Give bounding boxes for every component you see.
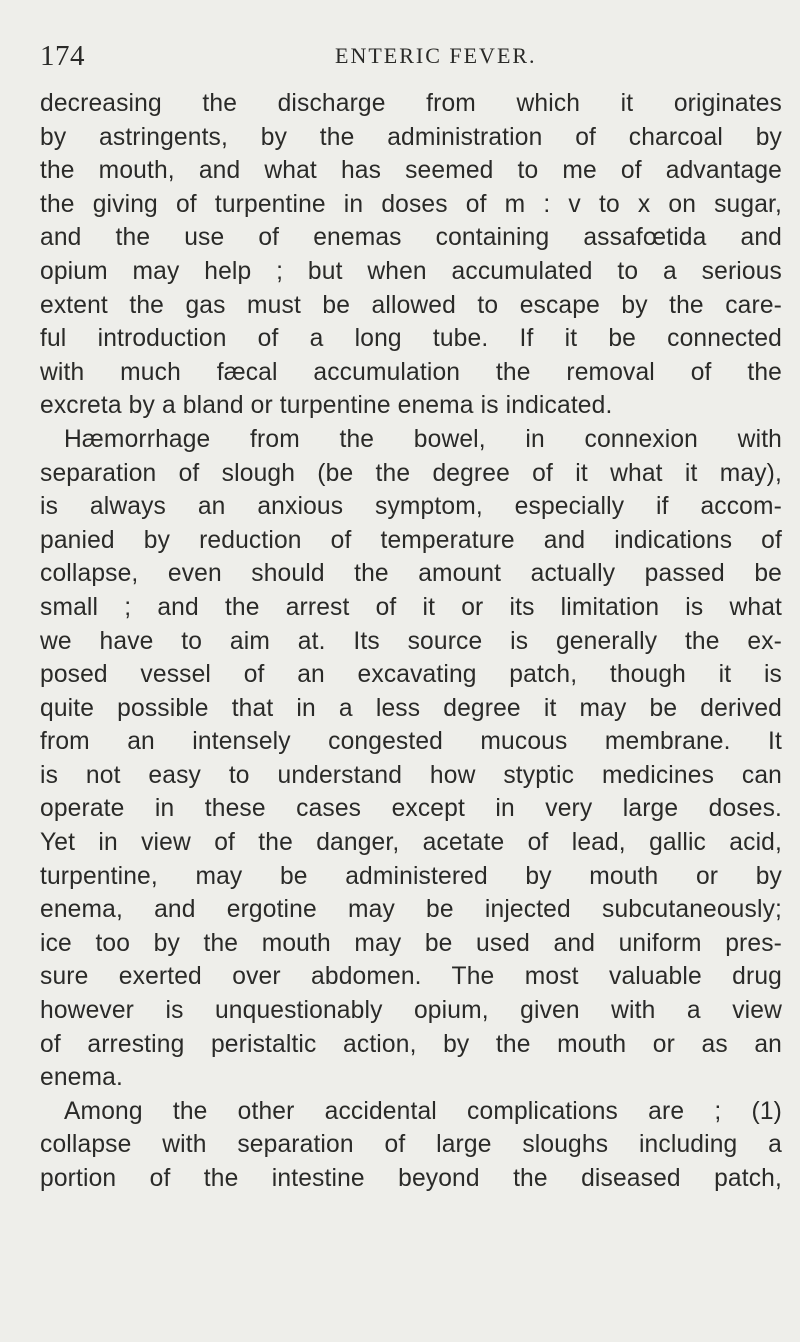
text-line: portion of the intestine beyond the diseased patch,	[40, 1165, 782, 1192]
page-header	[40, 36, 774, 76]
text-line: enema, and ergotine may be injected subcutaneously;	[40, 896, 782, 924]
text-line: is always an anxious symptom, especially if accom-	[40, 493, 782, 521]
text-line: ice too by the mouth may be used and uniform pres-	[40, 929, 782, 957]
text-line: quite possible that in a less degree it may be derived	[40, 694, 782, 722]
text-line: extent the gas must be allowed to escape by the care-	[40, 291, 782, 319]
text-line: sure exerted over abdomen. The most valuable drug	[40, 963, 782, 991]
body-text	[40, 87, 782, 1196]
text-line: small ; and the arrest of it or its limitation is what	[40, 593, 782, 621]
text-line: Yet in view of the danger, acetate of lead, gallic acid,	[40, 829, 782, 857]
text-line: of arresting peristaltic action, by the mouth or as an	[40, 1030, 782, 1058]
text-line: and the use of enemas containing assafœtida and	[40, 224, 782, 252]
text-line: excreta by a bland or turpentine enema is indicated.	[40, 392, 613, 420]
paragraph-start-line: Among the other accidental complications are ; (1)	[64, 1097, 782, 1125]
text-line: panied by reduction of temperature and indications of	[40, 526, 782, 554]
text-line: however is unquestionably opium, given with a view	[40, 997, 782, 1025]
text-line: we have to aim at. Its source is generally the ex-	[40, 627, 782, 655]
text-line: the mouth, and what has seemed to me of advantage	[40, 157, 782, 185]
text-line: enema.	[40, 1064, 123, 1092]
text-line: turpentine, may be administered by mouth or by	[40, 862, 782, 890]
text-line: decreasing the discharge from which it originates	[40, 90, 782, 117]
paragraph-start-line: Hæmorrhage from the bowel, in connexion with	[64, 425, 782, 453]
text-line: by astringents, by the administration of charcoal by	[40, 123, 782, 151]
text-line: from an intensely congested mucous membrane. It	[40, 728, 782, 756]
running-head: ENTERIC FEVER.	[335, 43, 537, 68]
text-line: collapse, even should the amount actually passed be	[40, 560, 782, 588]
page-number: 174	[40, 40, 85, 72]
text-line: operate in these cases except in very large doses.	[40, 795, 782, 823]
text-line: is not easy to understand how styptic medicines can	[40, 761, 782, 789]
text-line: ful introduction of a long tube. If it be connected	[40, 325, 782, 353]
text-line: separation of slough (be the degree of it what it may),	[40, 459, 782, 487]
text-line: posed vessel of an excavating patch, though it is	[40, 661, 782, 689]
text-line: collapse with separation of large sloughs including a	[40, 1131, 782, 1159]
text-line: the giving of turpentine in doses of m : v to x on sugar,	[40, 190, 782, 218]
text-line: opium may help ; but when accumulated to a serious	[40, 257, 782, 285]
text-line: with much fæcal accumulation the removal of the	[40, 358, 782, 386]
